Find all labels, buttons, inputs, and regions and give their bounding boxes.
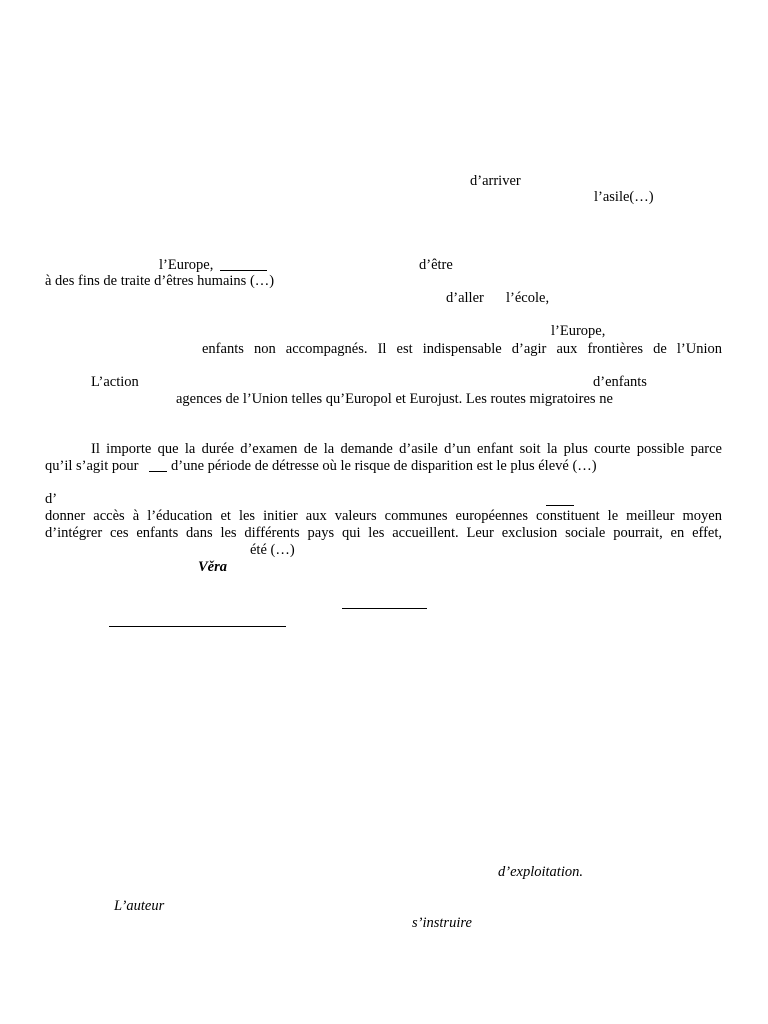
- fill-in-blank: [546, 505, 574, 506]
- fragment-agences: agences de l’Union telles qu’Europol et Eurojust. Les routes migratoires ne: [176, 391, 613, 407]
- fragment-detre: d’être: [419, 257, 453, 273]
- fragment-ete: été (…): [250, 542, 295, 558]
- fragment-periode-detresse: d’une période de détresse où le risque de disparition est le plus élevé (…): [171, 458, 597, 474]
- fragment-quil-sagit: qu’il s’agit pour: [45, 458, 139, 474]
- fill-in-blank: [109, 626, 286, 627]
- fill-in-blank: [149, 471, 167, 472]
- fragment-sinstruire: s’instruire: [412, 915, 472, 931]
- fragment-daller: d’aller: [446, 290, 484, 306]
- fragment-leurope-2: l’Europe,: [551, 323, 606, 339]
- fragment-darriver: d’arriver: [470, 173, 521, 189]
- fragment-lecole: l’école,: [506, 290, 550, 306]
- paragraph-donner-acces: donner accès à l’éducation et les initier aux valeurs communes européennes constituent le meilleur moyen: [45, 508, 722, 524]
- fragment-lauteur: L’auteur: [114, 898, 165, 914]
- fragment-traite: à des fins de traite d’êtres humains (…): [45, 273, 275, 289]
- fragment-d-apostrophe: d’: [45, 491, 58, 507]
- fragment-enfants-non-accompagnes: enfants non accompagnés. Il est indispensable d’agir aux frontières de l’Union: [202, 341, 722, 357]
- signature-vera: Věra: [198, 559, 227, 575]
- fill-in-blank: [220, 270, 267, 271]
- fragment-denfants: d’enfants: [593, 374, 647, 390]
- fragment-dexploitation: d’exploitation.: [498, 864, 583, 880]
- fragment-laction: L’action: [91, 374, 139, 390]
- fragment-lasile: l’asile(…): [594, 189, 654, 205]
- fragment-leurope-1: l’Europe,: [159, 257, 214, 273]
- paragraph-importe-line-1: Il importe que la durée d’examen de la demande d’asile d’un enfant soit la plus courte possible parce: [91, 441, 722, 457]
- fill-in-blank: [342, 608, 427, 609]
- paragraph-integrer: d’intégrer ces enfants dans les différents pays qui les accueillent. Leur exclusion sociale pourrait, en effet,: [45, 525, 722, 541]
